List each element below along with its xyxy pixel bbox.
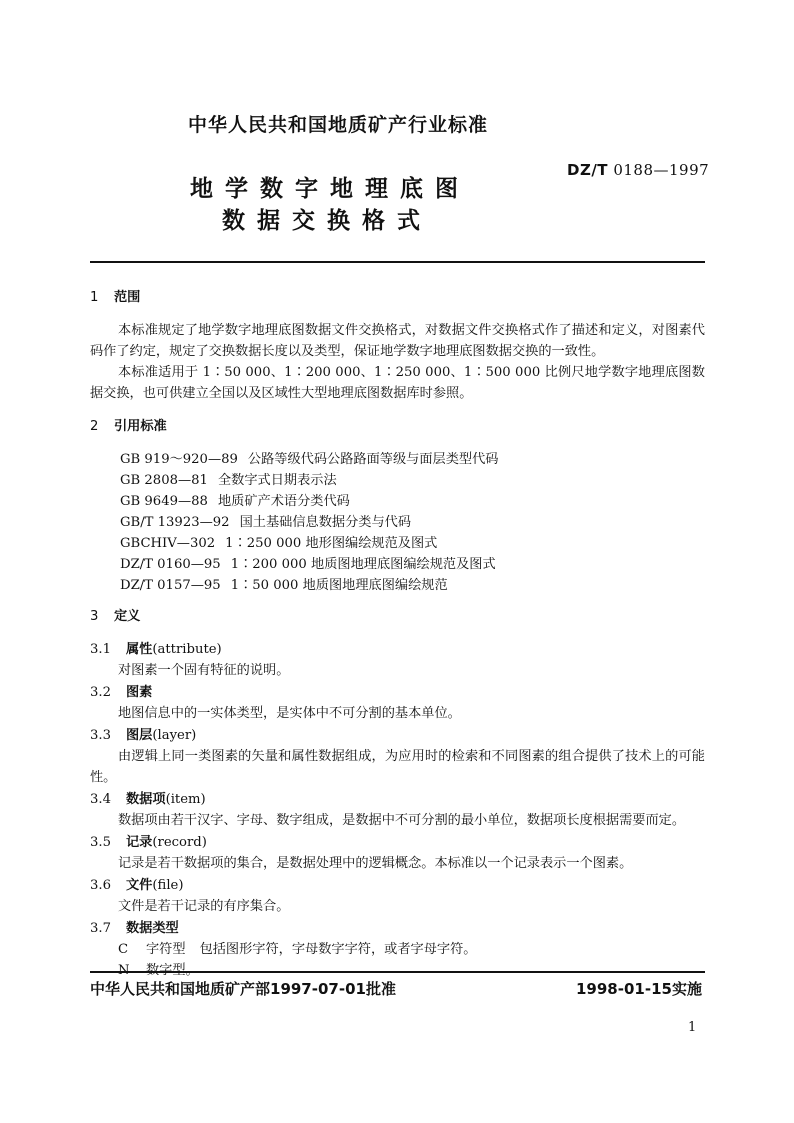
- definition-body: 数据项由若干汉字、字母、数字组成，是数据中不可分割的最小单位，数据项长度根据需要而定。: [118, 813, 686, 828]
- definition-title: 属性: [126, 642, 153, 657]
- paragraph: 本标准适用于 1∶50 000、1∶200 000、1∶250 000、1∶500 000 比例尺地学数字地理底图数据交换，也可供建立全国以及区域性大型地理底图数据库时参照。: [90, 365, 705, 401]
- paragraph: 本标准规定了地学数字地理底图数据文件交换格式，对数据文件交换格式作了描述和定义，对图素代码作了约定，规定了交换数据长度以及类型，保证地学数字地理底图数据交换的一致性。: [90, 323, 705, 359]
- reference-code: GB/T 13923—92: [120, 515, 230, 530]
- definition-heading: [90, 918, 705, 939]
- standard-code-prefix: DZ/T: [567, 161, 609, 179]
- section-title: 范围: [114, 290, 141, 305]
- document-title-line2: 数据交换格式: [222, 208, 432, 234]
- implementation-text: 1998-01-15实施: [576, 980, 702, 998]
- reference-code: DZ/T 0160—95: [120, 557, 221, 572]
- definition-title: 图层: [126, 728, 153, 743]
- definition-english: (item): [165, 792, 206, 807]
- definition-number: 3.2: [90, 685, 111, 700]
- definition-body: 记录是若干数据项的集合，是数据处理中的逻辑概念。本标准以一个记录表示一个图素。: [118, 856, 633, 871]
- reference-item: [120, 449, 705, 470]
- definition-english: (layer): [152, 728, 197, 743]
- reference-item: [120, 533, 705, 554]
- definition-number: 3.7: [90, 921, 111, 936]
- data-type-name: 字符型: [146, 942, 186, 957]
- approval-text: 中华人民共和国地质矿产部1997-07-01批准: [90, 980, 396, 998]
- reference-name: 全数字式日期表示法: [217, 473, 337, 488]
- document-title-line1: 地学数字地理底图: [190, 176, 470, 202]
- definition-heading: [90, 875, 705, 896]
- reference-code: GB 2808—81: [120, 473, 208, 488]
- definition-english: (record): [152, 835, 207, 850]
- footer-divider: [90, 971, 705, 973]
- definition-number: 3.5: [90, 835, 111, 850]
- definition-title: 数据项: [126, 792, 166, 807]
- definition-title: 记录: [126, 835, 153, 850]
- reference-item: [120, 512, 705, 533]
- reference-code: GB 9649—88: [120, 494, 208, 509]
- definition-heading: [90, 725, 705, 746]
- header-divider: [90, 261, 705, 263]
- section-heading-1: [90, 287, 705, 308]
- reference-name: 1∶250 000 地形图编绘规范及图式: [225, 536, 438, 551]
- definition-number: 3.4: [90, 792, 111, 807]
- page-number: 1: [688, 1020, 697, 1035]
- data-type-item: [90, 939, 705, 960]
- reference-code: DZ/T 0157—95: [120, 578, 221, 593]
- definition-heading: [90, 682, 705, 703]
- section-heading-3: [90, 606, 705, 627]
- definition-title: 数据类型: [126, 921, 179, 936]
- reference-item: [120, 554, 705, 575]
- section-heading-2: [90, 416, 705, 437]
- definition-title: 文件: [126, 878, 153, 893]
- section-number: 3: [90, 609, 99, 624]
- definition-body: 文件是若干记录的有序集合。: [118, 899, 290, 914]
- definition-title: 图素: [126, 685, 153, 700]
- reference-name: 地质矿产术语分类代码: [217, 494, 350, 509]
- data-type-desc: 包括图形字符，字母数字字符，或者字母字符。: [199, 942, 477, 957]
- reference-name: 公路等级代码公路路面等级与面层类型代码: [247, 452, 499, 467]
- definition-number: 3.3: [90, 728, 111, 743]
- section-number: 1: [90, 290, 99, 305]
- standard-code-number: 0188—1997: [613, 161, 710, 179]
- standard-code: [567, 161, 709, 179]
- reference-item: [120, 491, 705, 512]
- reference-name: 国土基础信息数据分类与代码: [239, 515, 412, 530]
- definition-body: 对图素一个固有特征的说明。: [118, 663, 290, 678]
- definition-english: (attribute): [152, 642, 222, 657]
- definition-heading: [90, 832, 705, 853]
- definition-heading: [90, 789, 705, 810]
- definition-number: 3.6: [90, 878, 111, 893]
- document-body: [90, 278, 705, 981]
- section-title: 定义: [114, 609, 141, 624]
- section-number: 2: [90, 419, 99, 434]
- definition-number: 3.1: [90, 642, 111, 657]
- reference-code: GB 919～920—89: [120, 452, 238, 467]
- section-title: 引用标准: [114, 419, 167, 434]
- reference-list: [120, 449, 705, 596]
- reference-item: [120, 575, 705, 596]
- definition-english: (file): [152, 878, 184, 893]
- reference-code: GBCHIV—302: [120, 536, 216, 551]
- reference-name: 1∶200 000 地质图地理底图编绘规范及图式: [230, 557, 496, 572]
- reference-item: [120, 470, 705, 491]
- definition-heading: [90, 639, 705, 660]
- organization-title: 中华人民共和国地质矿产行业标准: [188, 114, 489, 136]
- definition-body: 地图信息中的一实体类型，是实体中不可分割的基本单位。: [118, 706, 461, 721]
- reference-name: 1∶50 000 地质图地理底图编绘规范: [230, 578, 448, 593]
- data-type-code: C: [118, 942, 129, 957]
- definition-body: 由逻辑上同一类图素的矢量和属性数据组成，为应用时的检索和不同图素的组合提供了技术上的可能性。: [90, 749, 705, 785]
